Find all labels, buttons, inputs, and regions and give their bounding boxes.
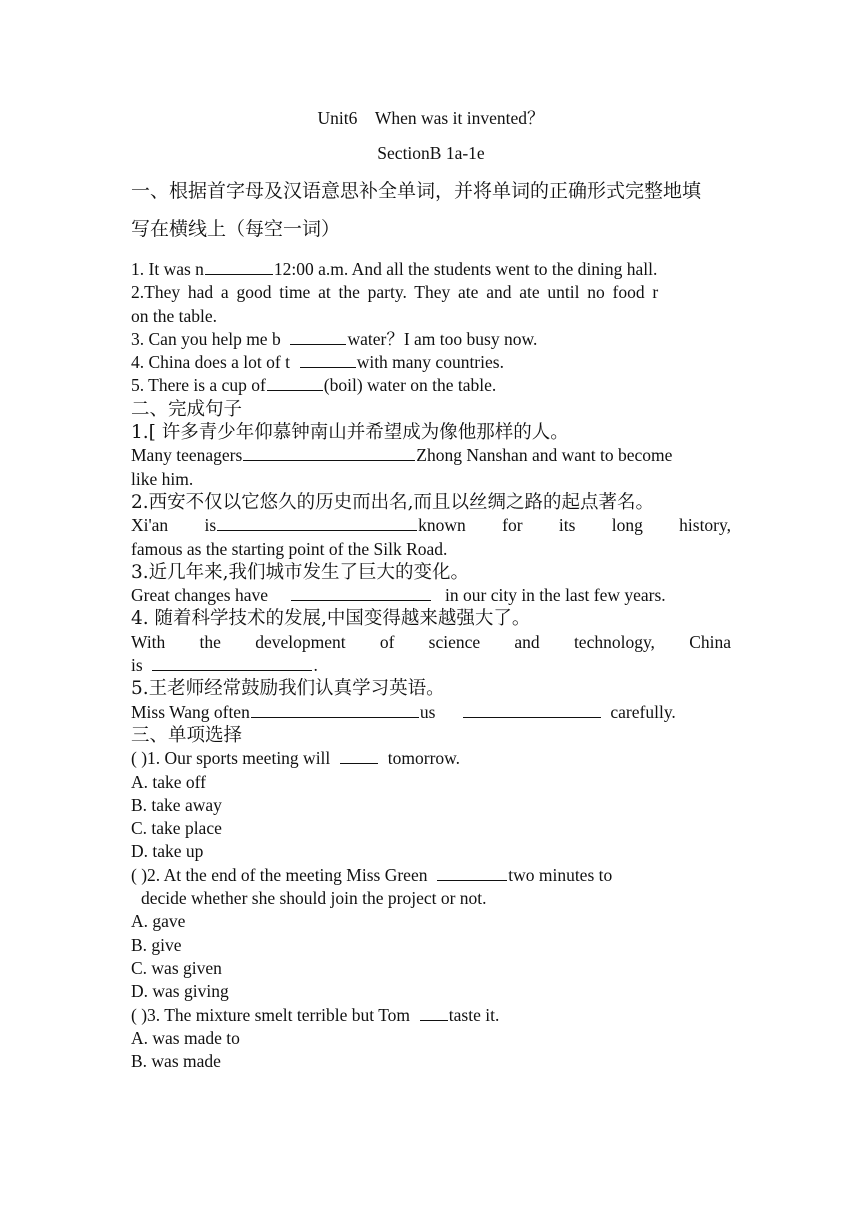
s2-q2-chinese: 2.西安不仅以它悠久的历史而出名,而且以丝绸之路的起点著名。 [131, 491, 655, 513]
s2-q4-english-cont: is . [131, 655, 318, 676]
s3-q2-option-b[interactable]: B. give [131, 934, 182, 955]
s2-q1-english-cont: like him. [131, 468, 194, 489]
answer-blank[interactable] [251, 701, 419, 718]
s3-q1-option-c[interactable]: C. take place [131, 818, 222, 839]
answer-blank[interactable] [290, 328, 346, 345]
s3-q2-option-a[interactable]: A. gave [131, 911, 186, 932]
s3-q3-option-a[interactable]: A. was made to [131, 1027, 240, 1048]
answer-blank[interactable] [420, 1004, 448, 1021]
s2-q2-english: Xi'an is known for its long history, [131, 515, 731, 536]
answer-blank[interactable] [152, 654, 312, 671]
s2-q1-chinese: 1.[ 许多青少年仰慕钟南山并希望成为像他那样的人。 [131, 422, 569, 444]
s1-question-3: 3. Can you help me b water？I am too busy now. [131, 328, 538, 349]
section1-heading-line1: 一、根据首字母及汉语意思补全单词，并将单词的正确形式完整地填 [131, 180, 702, 202]
answer-blank[interactable] [300, 351, 356, 368]
s2-q1-english: Many teenagers Zhong Nanshan and want to become [131, 445, 673, 466]
s1-question-5: 5. There is a cup of (boil) water on the table. [131, 375, 497, 396]
s3-q3-stem: ( )3. The mixture smelt terrible but Tom taste it. [131, 1004, 500, 1025]
s1-question-1: 1. It was n 12:00 a.m. And all the students went to the dining hall. [131, 259, 658, 279]
s2-q4-chinese: 4. 随着科学技术的发展,中国变得越来越强大了。 [131, 608, 531, 630]
answer-blank[interactable] [243, 444, 415, 461]
section2-heading: 二、完成句子 [131, 398, 243, 420]
s3-q2-stem-cont: decide whether she should join the project or not. [141, 888, 487, 909]
answer-blank[interactable] [217, 514, 417, 531]
s2-q2-english-cont: famous as the starting point of the Silk Road. [131, 538, 448, 559]
s3-q2-option-c[interactable]: C. was given [131, 957, 222, 978]
page-title: Unit6 When was it invented？ [317, 108, 545, 128]
s2-q5-chinese: 5.王老师经常鼓励我们认真学习英语。 [131, 678, 445, 700]
answer-blank[interactable] [267, 374, 323, 391]
answer-blank[interactable] [437, 864, 507, 881]
section3-heading: 三、单项选择 [131, 724, 243, 746]
page-subtitle: SectionB 1a-1e [377, 143, 485, 163]
s3-q1-option-d[interactable]: D. take up [131, 841, 204, 862]
answer-blank[interactable] [205, 258, 273, 275]
worksheet-page [131, 104, 731, 1073]
s2-q5-english: Miss Wang often us carefully. [131, 701, 676, 722]
s1-question-2: 2.They had a good time at the party. They ate and ate until no food r [131, 282, 659, 303]
s3-q3-option-b[interactable]: B. was made [131, 1051, 221, 1072]
s3-q1-stem: ( )1. Our sports meeting will tomorrow. [131, 748, 461, 769]
s2-q3-english: Great changes have in our city in the last few years. [131, 585, 666, 606]
s3-q2-stem: ( )2. At the end of the meeting Miss Green two minutes to [131, 864, 613, 885]
section1-heading-line2: 写在横线上（每空一词） [131, 218, 341, 240]
answer-blank[interactable] [340, 747, 378, 764]
s3-q1-option-b[interactable]: B. take away [131, 794, 222, 815]
answer-blank[interactable] [291, 584, 431, 601]
s2-q4-english: With the development of science and technology, China [131, 631, 731, 652]
s3-q2-option-d[interactable]: D. was giving [131, 981, 229, 1002]
s1-question-2-cont: on the table. [131, 305, 218, 326]
s1-question-4: 4. China does a lot of t with many countries. [131, 352, 504, 373]
s3-q1-option-a[interactable]: A. take off [131, 771, 206, 792]
s2-q3-chinese: 3.近几年来,我们城市发生了巨大的变化。 [131, 561, 470, 583]
answer-blank[interactable] [463, 701, 601, 718]
